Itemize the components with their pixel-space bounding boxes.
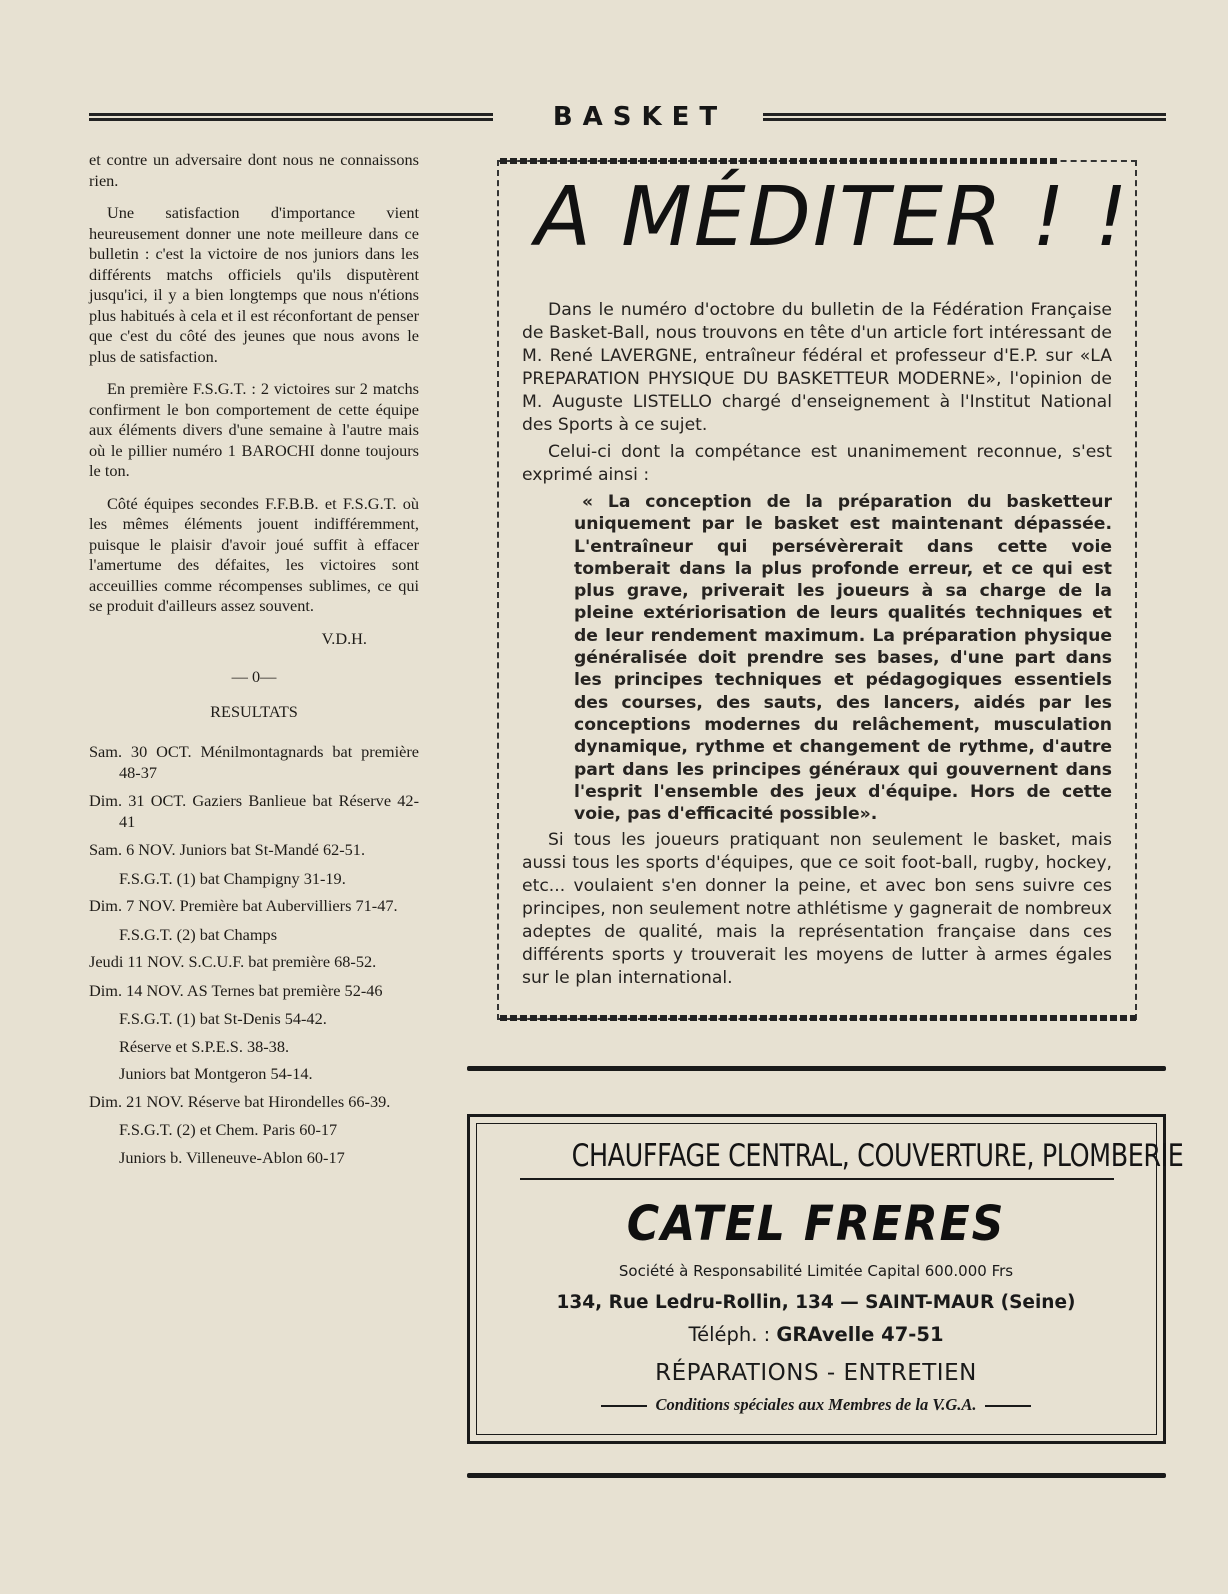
- separator-bar: [467, 1066, 1166, 1071]
- ad-telephone: [518, 1323, 1114, 1346]
- result-item: F.S.G.T. (1) bat St-Denis 54-42.: [119, 1009, 327, 1028]
- result-item: Dim. 31 OCT. Gaziers Banlieue bat Réserve 42-41: [89, 791, 419, 831]
- ad-tel-number: velle 47-51: [821, 1323, 944, 1346]
- results-list: [89, 742, 419, 1168]
- result-item: Juniors bat Montgeron 54-14.: [119, 1064, 313, 1083]
- result-item: Sam. 30 OCT. Ménilmontagnards bat première 48-37: [89, 742, 419, 782]
- signature: V.D.H.: [321, 628, 367, 648]
- ad-society: Société à Responsabilité Limitée Capital 600.000 Frs: [618, 1262, 1014, 1280]
- mediter-paragraph: Celui-ci dont la compétance est unanimement reconnue, s'est exprimé ainsi :: [522, 442, 1112, 485]
- header-rule-right: [763, 113, 1166, 121]
- result-item: Réserve et S.P.E.S. 38-38.: [119, 1036, 290, 1056]
- result-item: F.S.G.T. (2) bat Champs: [119, 924, 278, 944]
- mediter-bottom-border: [500, 1015, 1136, 1021]
- result-item: Dim. 21 NOV. Réserve bat Hirondelles 66-39.: [89, 1091, 391, 1111]
- mediter-top-border: [500, 158, 1060, 164]
- separator: — 0—: [231, 667, 277, 686]
- result-item: F.S.G.T. (1) bat Champigny 31-19.: [119, 868, 346, 888]
- left-column: [89, 150, 419, 1175]
- mediter-quote: « La conception de la préparation du basketteur uniquement par le basket est maintenant dépassée. L'entraîneur qui persévèrerait dans cette voie tomberait dans la plus profonde erreur, et ce qui est plus grave, priverait les joueurs à sa charge de la pleine extériorisation de leurs qualités techniques et de leur rendement maximum. La préparation physique généralisée doit prendre ses bases, d'une part dans les principes techniques et pédagogiques essentiels des courses, des sauts, des lancers, aidés par les conceptions modernes du relâchement, musculation dynamique, rythme et changement de rythme, d'autre part dans les principes généraux qui gouvernent dans l'esprit l'ensemble des jeux d'équipe. Hors de cette voie, pas d'efficacité possible».: [574, 492, 1112, 825]
- ad-brand: CATEL FRERES: [626, 1196, 1006, 1252]
- result-item: Dim. 14 NOV. AS Ternes bat première 52-46: [89, 980, 383, 1000]
- paragraph: Une satisfaction d'importance vient heureusement donner une note meilleure dans ce bulletin : c'est la victoire de nos juniors dans les différents matchs officiels qu'ils disputèrent jusqu'ici, il y a bien longtemps que nous n'étions plus habitués à cela et il est réconfortant de penser que c'est du côté des jeunes que nous avons le plus de satisfaction.: [89, 203, 419, 366]
- ad-address: 134, Rue Ledru-Rollin, 134 — SAINT-MAUR (Seine): [556, 1292, 1076, 1313]
- results-title: RESULTATS: [210, 701, 298, 721]
- section-title: BASKET: [552, 102, 728, 132]
- ad-conditions: Conditions spéciales aux Membres de la V.G.A.: [655, 1395, 977, 1414]
- paragraph: En première F.S.G.T. : 2 victoires sur 2 matchs confirment le bon comportement de cette équipe aux éléments divers d'une semaine à l'autre mais où le pillier numéro 1 BAROCHI donne toujours le ton.: [89, 379, 419, 480]
- ad-dash-right: [985, 1405, 1031, 1407]
- result-item: Juniors b. Villeneuve-Ablon 60-17: [119, 1147, 345, 1167]
- ad-tel-label: Téléph. :: [688, 1323, 771, 1346]
- header-rule-left: [89, 113, 493, 121]
- mediter-title: A MÉDITER ! !: [535, 170, 1130, 265]
- result-item: F.S.G.T. (2) et Chem. Paris 60-17: [119, 1120, 338, 1139]
- ad-dash-left: [601, 1405, 647, 1407]
- ad-conditions-line: [518, 1395, 1114, 1415]
- mediter-paragraph: Dans le numéro d'octobre du bulletin de la Fédération Française de Basket-Ball, nous trouvons en tête d'un article fort intéressant de M. René LAVERGNE, entraîneur fédéral et professeur d'E.P. sur «LA PREPARATION PHYSIQUE DU BASKETTEUR MODERNE», l'opinion de M. Auguste LISTELLO chargé d'enseignement à l'Institut National des Sports à ce sujet.: [522, 300, 1112, 435]
- result-item: Dim. 7 NOV. Première bat Aubervilliers 71-47.: [89, 896, 398, 915]
- ad-rule: [520, 1178, 1114, 1180]
- ad-trades: CHAUFFAGE CENTRAL, COUVERTURE, PLOMBERIE: [571, 1138, 1184, 1174]
- result-item: Sam. 6 NOV. Juniors bat St-Mandé 62-51.: [89, 840, 366, 859]
- result-item: Jeudi 11 NOV. S.C.U.F. bat première 68-52.: [89, 952, 377, 971]
- mediter-paragraph: Si tous les joueurs pratiquant non seulement le basket, mais aussi tous les sports d'équipes, que ce soit foot-ball, rugby, hockey, etc... voulaient s'en donner la peine, et avec bon sens suivre ces principes, non seulement notre athlétisme y gagnerait de nombreux adeptes de qualité, mais la représentation française dans ces différents sports y trouverait les moyens de lutter à armes égales sur le plan international.: [522, 830, 1112, 989]
- mediter-body: [522, 299, 1112, 994]
- ad-services: RÉPARATIONS - ENTRETIEN: [655, 1360, 977, 1386]
- ad-tel-exchange: GRA: [776, 1323, 822, 1346]
- separator-bar: [467, 1473, 1166, 1478]
- intro-paragraph: et contre un adversaire dont nous ne connaissons rien.: [89, 150, 419, 190]
- paragraph: Côté équipes secondes F.F.B.B. et F.S.G.T. où les mêmes éléments jouent indifféremment, puisque le plaisir d'avoir joué suffit à effacer l'amertume des défaites, les victoires sont acceuillies comme récompenses sublimes, ce qui se produit d'ailleurs assez souvent.: [89, 493, 419, 615]
